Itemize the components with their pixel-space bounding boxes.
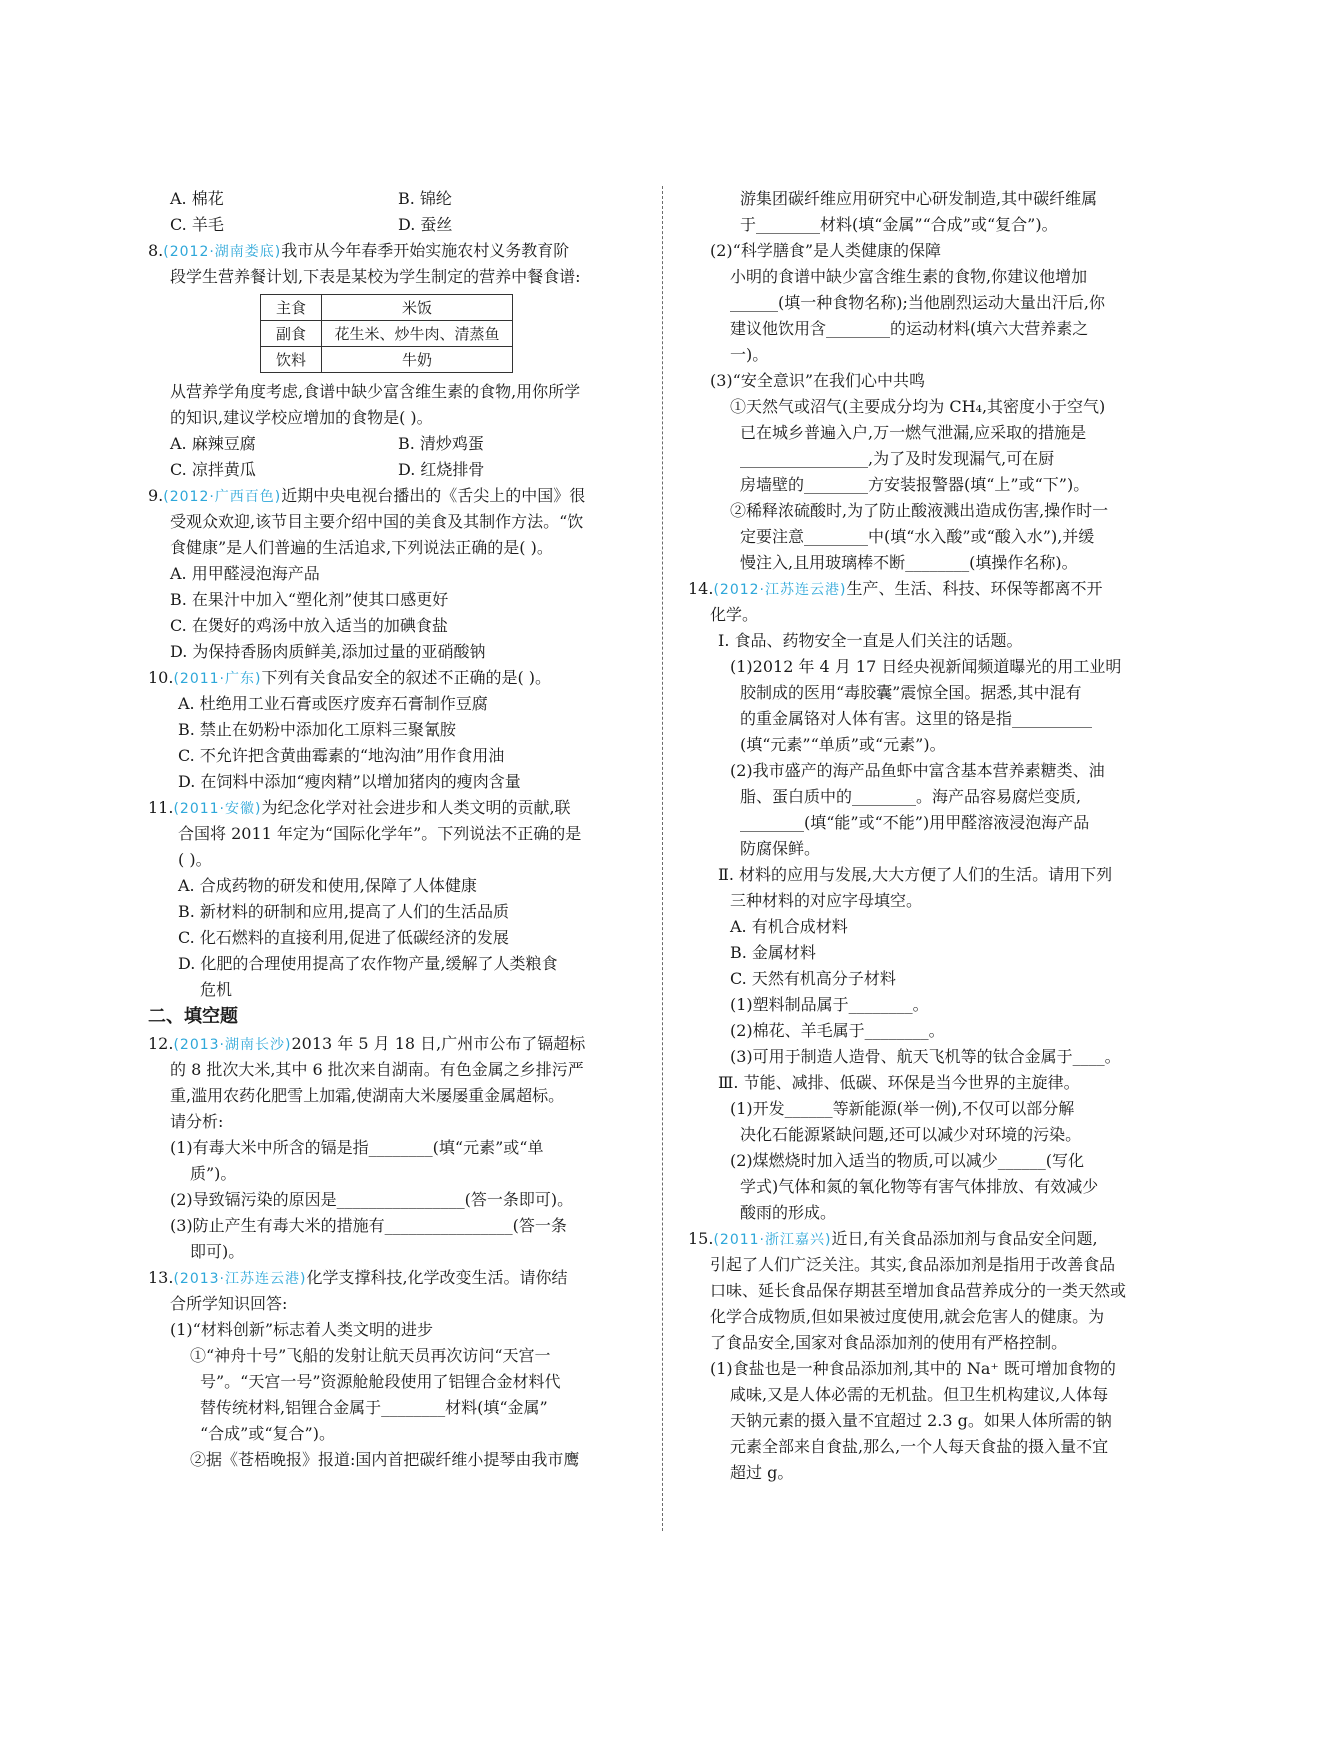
q14-part-II-cont: 三种材料的对应字母填空。 <box>730 891 923 910</box>
section-heading: 二、填空题 <box>148 1006 238 1027</box>
q12-part2: (2)导致镉污染的原因是________________(答一条即可)。 <box>170 1190 574 1209</box>
q13-part2-line4: 一)。 <box>730 345 769 364</box>
table-row <box>261 321 513 347</box>
q10-source: (2011·广东) <box>173 671 262 687</box>
q11-line3: ( )。 <box>178 850 212 869</box>
q14-II-option-b: B. 金属材料 <box>730 943 816 962</box>
q14-II1: (1)塑料制品属于________。 <box>730 995 929 1014</box>
q10-stem <box>148 665 653 691</box>
q12-line1: 2013 年 5 月 18 日,广州市公布了镉超标 <box>291 1034 586 1053</box>
q14-line1: 生产、生活、科技、环保等都离不开 <box>846 579 1103 598</box>
table-cell: 副食 <box>261 321 322 347</box>
q10-option-a: A. 杜绝用工业石膏或医疗废弃石膏制作豆腐 <box>178 694 488 713</box>
q8-options-row2 <box>148 457 653 483</box>
q15-line5: 了食品安全,国家对食品添加剂的使用有严格控制。 <box>710 1333 1068 1352</box>
q11-option-c: C. 化石燃料的直接利用,促进了低碳经济的发展 <box>178 928 509 947</box>
q15-part1-cont3: 元素全部来自食盐,那么,一个人每天食盐的摄入量不宜 <box>730 1437 1109 1456</box>
q12-part3-cont: 即可)。 <box>190 1242 245 1261</box>
q8-line1: 我市从今年春季开始实施农村义务教育阶 <box>281 241 570 260</box>
q15-part1-cont1: 咸味,又是人体必需的无机盐。但卫生机构建议,人体每 <box>730 1385 1109 1404</box>
q12-stem <box>148 1031 653 1057</box>
q7-options-row1 <box>148 186 653 212</box>
q11-option-d: D. 化肥的合理使用提高了农作物产量,缓解了人类粮食 <box>178 954 558 973</box>
q14-III2-cont1: 学式)气体和氮的氧化物等有害气体排放、有效减少 <box>740 1177 1099 1196</box>
q11-line2: 合国将 2011 年定为“国际化学年”。下列说法不正确的是 <box>178 824 582 843</box>
q9-stem <box>148 483 653 509</box>
q7-option-b: B. 锦纶 <box>398 189 452 208</box>
q9-line2: 受观众欢迎,该节目主要介绍中国的美食及其制作方法。“饮 <box>170 512 584 531</box>
q14-I1-cont1: 胶制成的医用“毒胶囊”震惊全国。据悉,其中混有 <box>740 683 1082 702</box>
q9-source: (2012·广西百色) <box>163 489 282 505</box>
column-divider <box>662 186 663 1531</box>
q13-sub4-cont1: 定要注意________中(填“水入酸”或“酸入水”),并缓 <box>740 527 1095 546</box>
q7-option-a: A. 棉花 <box>170 189 224 208</box>
q14-part-II: Ⅱ. 材料的应用与发展,大大方便了人们的生活。请用下列 <box>718 865 1113 884</box>
q14-part-I: Ⅰ. 食品、药物安全一直是人们关注的话题。 <box>718 631 1023 650</box>
q11-line1: 为纪念化学对社会进步和人类文明的贡献,联 <box>261 798 571 817</box>
q12-part1: (1)有毒大米中所含的镉是指________(填“元素”或“单 <box>170 1138 544 1157</box>
q13-part2-line3: 建议他饮用含________的运动材料(填六大营养素之 <box>730 319 1089 338</box>
right-column <box>688 186 1178 1486</box>
q13-sub1-cont3: “合成”或“复合”)。 <box>200 1424 335 1443</box>
q14-III1-cont: 决化石能源紧缺问题,还可以减少对环境的污染。 <box>740 1125 1082 1144</box>
q14-II2: (2)棉花、羊毛属于________。 <box>730 1021 945 1040</box>
q12-number: 12. <box>148 1034 174 1053</box>
q11-stem <box>148 795 653 821</box>
q8-number: 8. <box>148 241 164 260</box>
q13-sub3-cont3: 房墙壁的________方安装报警器(填“上”或“下”)。 <box>740 475 1090 494</box>
q14-I1-cont3: (填“元素”“单质”或“元素”)。 <box>740 735 946 754</box>
q12-line4: 请分析: <box>170 1112 224 1131</box>
q8-line2: 段学生营养餐计划,下表是某校为学生制定的营养中餐食谱: <box>170 267 581 286</box>
q13-part3: (3)“安全意识”在我们心中共鸣 <box>710 371 926 390</box>
q10-option-b: B. 禁止在奶粉中添加化工原料三聚氰胺 <box>178 720 456 739</box>
q15-part1: (1)食盐也是一种食品添加剂,其中的 Na⁺ 既可增加食物的 <box>710 1359 1116 1378</box>
q12-line3: 重,滥用农药化肥雪上加霜,使湖南大米屡屡重金属超标。 <box>170 1086 565 1105</box>
q14-part-III: Ⅲ. 节能、减排、低碳、环保是当今世界的主旋律。 <box>718 1073 1080 1092</box>
table-cell: 米饭 <box>322 295 513 321</box>
q14-source: (2012·江苏连云港) <box>713 582 847 598</box>
q14-I2: (2)我市盛产的海产品鱼虾中富含基本营养素糖类、油 <box>730 761 1105 780</box>
q13-sub3-cont2: ________________,为了及时发现漏气,可在厨 <box>740 449 1055 468</box>
q14-II-option-c: C. 天然有机高分子材料 <box>730 969 896 988</box>
q11-number: 11. <box>148 798 174 817</box>
q13-sub2: ②据《苍梧晚报》报道:国内首把碳纤维小提琴由我市鹰 <box>190 1450 580 1469</box>
q12-part3: (3)防止产生有毒大米的措施有________________(答一条 <box>170 1216 567 1235</box>
q12-source: (2013·湖南长沙) <box>173 1037 292 1053</box>
q15-part1-cont4: 超过 g。 <box>730 1463 794 1482</box>
q11-option-a: A. 合成药物的研发和使用,保障了人体健康 <box>178 876 477 895</box>
q8-line4: 的知识,建议学校应增加的食物是( )。 <box>170 408 433 427</box>
q9-option-c: C. 在煲好的鸡汤中放入适当的加碘食盐 <box>170 616 448 635</box>
q7-options-row2 <box>148 212 653 238</box>
q14-I2-cont3: 防腐保鲜。 <box>740 839 821 858</box>
q7-option-d: D. 蚕丝 <box>398 215 453 234</box>
q12-part1-cont: 质”)。 <box>190 1164 237 1183</box>
q13-sub1: ①“神舟十号”飞船的发射让航天员再次访问“天宫一 <box>190 1346 551 1365</box>
q13-sub4: ②稀释浓硫酸时,为了防止酸液溅出造成伤害,操作时一 <box>730 501 1109 520</box>
q14-III1: (1)开发______等新能源(举一例),不仅可以部分解 <box>730 1099 1075 1118</box>
q11-option-b: B. 新材料的研制和应用,提高了人们的生活品质 <box>178 902 510 921</box>
table-cell: 主食 <box>261 295 322 321</box>
q10-option-c: C. 不允许把含黄曲霉素的“地沟油”用作食用油 <box>178 746 505 765</box>
q14-line2: 化学。 <box>710 605 759 624</box>
q9-line1: 近期中央电视台播出的《舌尖上的中国》很 <box>281 486 586 505</box>
q10-number: 10. <box>148 668 174 687</box>
q15-part1-cont2: 天钠元素的摄入量不宜超过 2.3 g。如果人体所需的钠 <box>730 1411 1112 1430</box>
q13-sub2-cont2: 于________材料(填“金属”“合成”或“复合”)。 <box>740 215 1058 234</box>
meal-table <box>260 294 513 373</box>
q15-number: 15. <box>688 1229 714 1248</box>
q13-part2-line1: 小明的食谱中缺少富含维生素的食物,你建议他增加 <box>730 267 1088 286</box>
q8-option-a: A. 麻辣豆腐 <box>170 434 256 453</box>
q8-stem <box>148 238 653 264</box>
q14-III2-cont2: 酸雨的形成。 <box>740 1203 837 1222</box>
q13-line1: 化学支撑科技,化学改变生活。请你结 <box>306 1268 568 1287</box>
q13-part1: (1)“材料创新”标志着人类文明的进步 <box>170 1320 434 1339</box>
q14-II3: (3)可用于制造人造骨、航天飞机等的钛合金属于____。 <box>730 1047 1121 1066</box>
q8-source: (2012·湖南娄底) <box>163 244 282 260</box>
q14-stem <box>688 576 1178 602</box>
q13-sub1-cont2: 替传统材料,铝锂合金属于________材料(填“金属” <box>200 1398 548 1417</box>
q14-I2-cont2: ________(填“能”或“不能”)用甲醛溶液浸泡海产品 <box>740 813 1090 832</box>
q15-line2: 引起了人们广泛关注。其实,食品添加剂是指用于改善食品 <box>710 1255 1116 1274</box>
left-column <box>148 186 653 1473</box>
table-row <box>261 295 513 321</box>
q13-sub2-cont1: 游集团碳纤维应用研究中心研发制造,其中碳纤维属 <box>740 189 1098 208</box>
q15-source: (2011·浙江嘉兴) <box>713 1232 832 1248</box>
table-row <box>261 347 513 373</box>
q15-stem <box>688 1226 1178 1252</box>
q13-part2-line2: ______(填一种食物名称);当他剧烈运动大量出汗后,你 <box>730 293 1105 312</box>
q13-number: 13. <box>148 1268 174 1287</box>
q14-number: 14. <box>688 579 714 598</box>
q13-line2: 合所学知识回答: <box>170 1294 288 1313</box>
q8-option-d: D. 红烧排骨 <box>398 460 485 479</box>
q10-option-d: D. 在饲料中添加“瘦肉精”以增加猪肉的瘦肉含量 <box>178 772 521 791</box>
q14-I1-cont2: 的重金属铬对人体有害。这里的铬是指__________ <box>740 709 1093 728</box>
q13-sub4-cont2: 慢注入,且用玻璃棒不断________(填操作名称)。 <box>740 553 1078 572</box>
q9-line3: 食健康”是人们普遍的生活追求,下列说法正确的是( )。 <box>170 538 553 557</box>
q14-I2-cont1: 脂、蛋白质中的________。海产品容易腐烂变质, <box>740 787 1082 806</box>
q8-option-c: C. 凉拌黄瓜 <box>170 460 256 479</box>
q13-sub1-cont1: 号”。“天宫一号”资源舱舱段使用了铝锂合金材料代 <box>200 1372 561 1391</box>
q9-option-a: A. 用甲醛浸泡海产品 <box>170 564 320 583</box>
q8-options-row1 <box>148 431 653 457</box>
table-cell: 饮料 <box>261 347 322 373</box>
q8-option-b: B. 清炒鸡蛋 <box>398 434 484 453</box>
q13-part2: (2)“科学膳食”是人类健康的保障 <box>710 241 942 260</box>
q11-option-d-cont: 危机 <box>200 980 233 999</box>
q10-line1: 下列有关食品安全的叙述不正确的是( )。 <box>261 668 552 687</box>
q13-source: (2013·江苏连云港) <box>173 1271 307 1287</box>
q8-line3: 从营养学角度考虑,食谱中缺少富含维生素的食物,用你所学 <box>170 382 581 401</box>
q13-stem <box>148 1265 653 1291</box>
q14-I1: (1)2012 年 4 月 17 日经央视新闻频道曝光的用工业明 <box>730 657 1122 676</box>
q15-line3: 口味、延长食品保存期甚至增加食品营养成分的一类天然或 <box>710 1281 1127 1300</box>
q11-source: (2011·安徽) <box>173 801 262 817</box>
q13-sub3-cont1: 已在城乡普遍入户,万一燃气泄漏,应采取的措施是 <box>740 423 1087 442</box>
q9-option-b: B. 在果汁中加入“塑化剂”使其口感更好 <box>170 590 449 609</box>
table-cell: 花生米、炒牛肉、清蒸鱼 <box>322 321 513 347</box>
table-cell: 牛奶 <box>322 347 513 373</box>
q9-option-d: D. 为保持香肠肉质鲜美,添加过量的亚硝酸钠 <box>170 642 486 661</box>
q12-line2: 的 8 批次大米,其中 6 批次来自湖南。有色金属之乡排污严 <box>170 1060 584 1079</box>
q14-III2: (2)煤燃烧时加入适当的物质,可以减少______(写化 <box>730 1151 1084 1170</box>
q7-option-c: C. 羊毛 <box>170 215 224 234</box>
q14-II-option-a: A. 有机合成材料 <box>730 917 848 936</box>
q15-line4: 化学合成物质,但如果被过度使用,就会危害人的健康。为 <box>710 1307 1105 1326</box>
q13-sub3: ①天然气或沼气(主要成分均为 CH₄,其密度小于空气) <box>730 397 1106 416</box>
q9-number: 9. <box>148 486 164 505</box>
q15-line1: 近日,有关食品添加剂与食品安全问题, <box>831 1229 1098 1248</box>
